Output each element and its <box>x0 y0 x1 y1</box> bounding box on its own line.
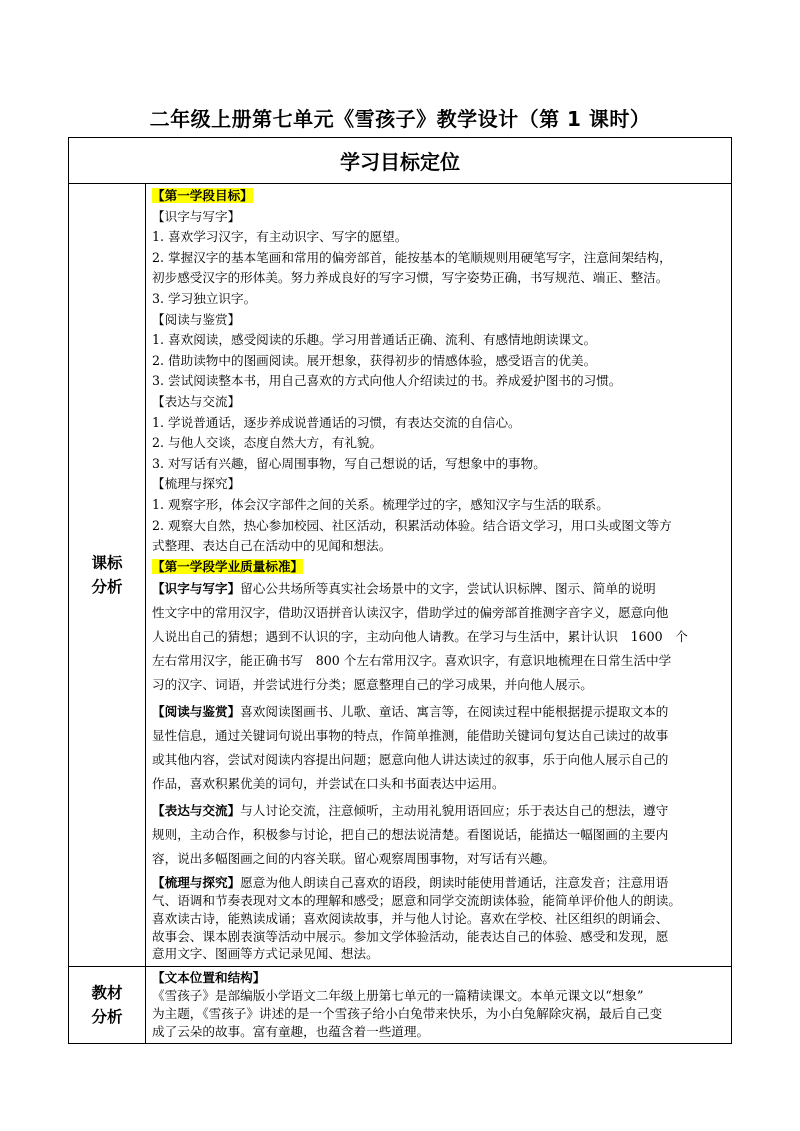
q1-line: 性文字中的常用汉字，借助汉语拼音认读汉字，借助学过的偏旁部首推测字音字义，愿意向他 <box>152 605 669 621</box>
s1-line: 2. 掌握汉字的基本笔画和常用的偏旁部首，能按基本的笔顺规则用硬笔写字，注意间架结构， <box>152 249 672 265</box>
s4-line: 1. 观察字形，体会汉字部件之间的关系。梳理学过的字，感知汉字与生活的联系。 <box>152 496 609 512</box>
s4-line: 式整理、表达自己在活动中的见闻和想法。 <box>152 538 392 554</box>
jiaocai-label <box>69 967 146 1044</box>
s3-line: 1. 学说普通话，逐步养成说普通话的习惯，有表达交流的自信心。 <box>152 414 521 430</box>
q2-line: 作品，喜欢积累优美的词句，并尝试在口头和书面表达中运用。 <box>152 776 505 792</box>
s3-heading: 【表达与交流】 <box>152 393 241 409</box>
s1-line: 1. 喜欢学习汉字，有主动识字、写字的愿望。 <box>152 229 408 245</box>
q2-line: 或其他内容，尝试对阅读内容提出问题；愿意向他人讲达读过的叙事，乐于向他人展示自己的 <box>152 752 669 768</box>
q2-line: 喜欢阅读图画书、儿歌、童话、寓言等，在阅读过程中能根据提示提取文本的 <box>240 704 669 720</box>
q1-line: 留心公共场所等真实社会场景中的文字，尝试认识标牌、图示、简单的说明 <box>240 581 656 597</box>
jiaocai-line: 成了云朵的故事。富有童趣，也蕴含着一些道理。 <box>152 1023 430 1039</box>
s2-line: 1. 喜欢阅读，感受阅读的乐趣。学习用普通话正确、流利、有感情地朗读课文。 <box>152 332 597 348</box>
jiaocai-line: 为主题，《雪孩子》讲述的是一个雪孩子给小白兔带来快乐，为小白兔解除灾祸，最后自己变 <box>152 1005 663 1021</box>
s1-heading: 【识字与写字】 <box>152 208 241 224</box>
s4-heading: 【梳理与探究】 <box>152 476 241 492</box>
q3-line: 容，说出多幅图画之间的内容关联。留心观察周围事物，对写话有兴趣。 <box>152 851 555 867</box>
s3-line: 3. 对写话有兴趣，留心周围事物，写自己想说的话，写想象中的事物。 <box>152 455 546 471</box>
q1-line: 人说出自己的猜想；遇到不认识的字，主动向他人请教。在学习与生活中，累计认识 1600 个 <box>152 629 688 645</box>
document-title: 二年级上册第七单元《雪孩子》教学设计（第 1 课时） <box>149 107 651 131</box>
kebiao-label <box>69 184 146 967</box>
q2-line: 显性信息，通过关键词句说出事物的特点，作简单推测，能借助关键词句复达自己读过的故事 <box>152 728 669 744</box>
kebiao-label-line2: 分析 <box>91 578 123 597</box>
q4-label: 【梳理与探究】 <box>152 875 241 891</box>
quality-heading: 【第一学段学业质量标准】 <box>152 558 304 574</box>
quality-section-compact <box>152 874 725 963</box>
q4-line: 喜欢读古诗，能熟读成诵；喜欢阅读故事，并与他人讨论。喜欢在学校、社区组织的朗诵会、 <box>152 910 669 926</box>
jiaocai-label-line2: 分析 <box>91 1008 123 1027</box>
s2-line: 2. 借助读物中的图画阅读。展开想象，获得初步的情感体验，感受语言的优美。 <box>152 352 597 368</box>
s3-line: 2. 与他人交谈，态度自然大方，有礼貌。 <box>152 435 383 451</box>
q4-line: 气、语调和节奏表现对文本的理解和感受；愿意和同学交流朗读体验，能简单评价他人的朗读。 <box>152 893 681 909</box>
kebiao-label-line1: 课标 <box>91 554 123 573</box>
q4-line: 愿意为他人朗读自己喜欢的语段，朗读时能使用普通话，注意发音；注意用语 <box>240 875 669 891</box>
s2-heading: 【阅读与鉴赏】 <box>152 311 241 327</box>
q4-line: 意用文字、图画等方式记录见闻、想法。 <box>152 946 379 962</box>
jiaocai-label-line1: 教材 <box>91 984 123 1003</box>
goals-section <box>152 186 725 577</box>
goal-heading: 【第一学段目标】 <box>152 188 253 203</box>
jiaocai-row <box>69 967 732 1044</box>
table-header: 学习目标定位 <box>69 138 732 184</box>
q1-label: 【识字与写字】 <box>152 581 241 597</box>
s2-line: 3. 尝试阅读整本书，用自己喜欢的方式向他人介绍读过的书。养成爱护图书的习惯。 <box>152 373 622 389</box>
quality-section <box>152 577 725 874</box>
kebiao-row <box>69 184 732 967</box>
jiaocai-content <box>146 967 732 1044</box>
q4-line: 故事会、课本剧表演等活动中展示。参加文学体验活动，能表达自己的体验、感受和发现，愿 <box>152 928 669 944</box>
q3-line: 规则，主动合作，积极参与讨论，把自己的想法说清楚。看图说话，能描达一幅图画的主要内 <box>152 827 669 843</box>
s1-line: 初步感受汉字的形体美。努力养成良好的写字习惯，写字姿势正确，书写规范、端正、整洁。 <box>152 270 669 286</box>
kebiao-content <box>146 184 732 967</box>
jiaocai-line: 《雪孩子》是部编版小学语文二年级上册第七单元的一篇精读课文。本单元课文以“想象” <box>152 988 644 1004</box>
q2-label: 【阅读与鉴赏】 <box>152 704 241 720</box>
s1-line: 3. 学习独立识字。 <box>152 290 257 306</box>
s4-line: 2. 观察大自然，热心参加校园、社区活动，积累活动体验。结合语文学习，用口头或图文等方 <box>152 517 672 533</box>
q3-line: 与人讨论交流，注意倾听，主动用礼貌用语回应；乐于表达自己的想法，遵守 <box>240 803 669 819</box>
lesson-design-table <box>68 137 732 1044</box>
q1-line: 习的汉字、词语，并尝试进行分类；愿意整理自己的学习成果，并向他人展示。 <box>152 677 593 693</box>
q1-line: 左右常用汉字，能正确书写 800 个左右常用汉字。喜欢识字，有意识地梳理在日常生活中学 <box>152 653 672 669</box>
q3-label: 【表达与交流】 <box>152 803 241 819</box>
jiaocai-heading: 【文本位置和结构】 <box>152 970 266 986</box>
